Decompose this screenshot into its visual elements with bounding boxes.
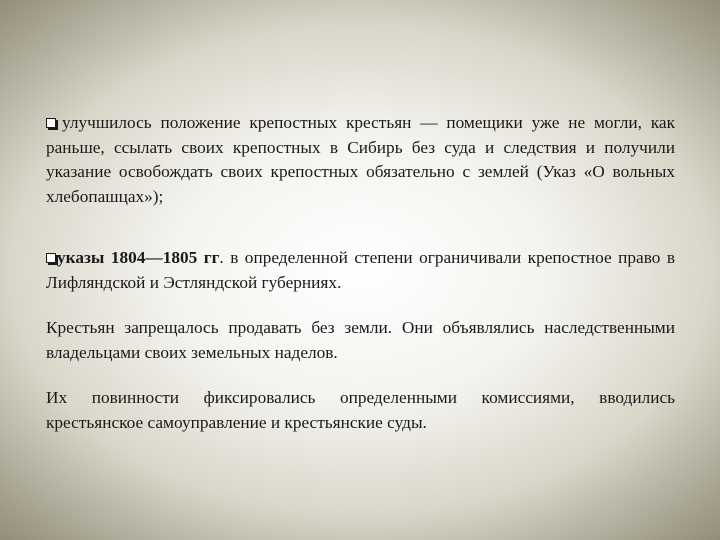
paragraph-peasant-position-text: улучшилось положение крепостных крестьян — помещики уже не могли, как раньше, ссылать своих крепостных в Сибирь без суда и следствия и получили указание освобождать своих крепостных обязательно с землей (Указ «О вольных хлебопашцах»);: [46, 113, 675, 206]
slide-content: [46, 111, 675, 435]
paragraph-duties: Их повинности фиксировались определенными комиссиями, вводились крестьянское самоуправление и крестьянские суды.: [46, 388, 675, 432]
square-bullet-icon: [46, 118, 56, 128]
paragraph-sale-prohibition: Крестьян запрещалось продавать без земли. Они объявлялись наследственными владельцами своих земельных наделов.: [46, 318, 675, 362]
square-bullet-icon: [46, 253, 56, 263]
paragraph-decrees-1804-1805: [46, 246, 675, 295]
paragraph-decrees-text: . в определенной степени ограничивали крепостное право в Лифляндской и Эстляндской губерниях.: [46, 248, 675, 292]
decrees-heading: указы 1804—1805 гг: [57, 248, 220, 267]
paragraph-peasant-position: [46, 111, 675, 209]
